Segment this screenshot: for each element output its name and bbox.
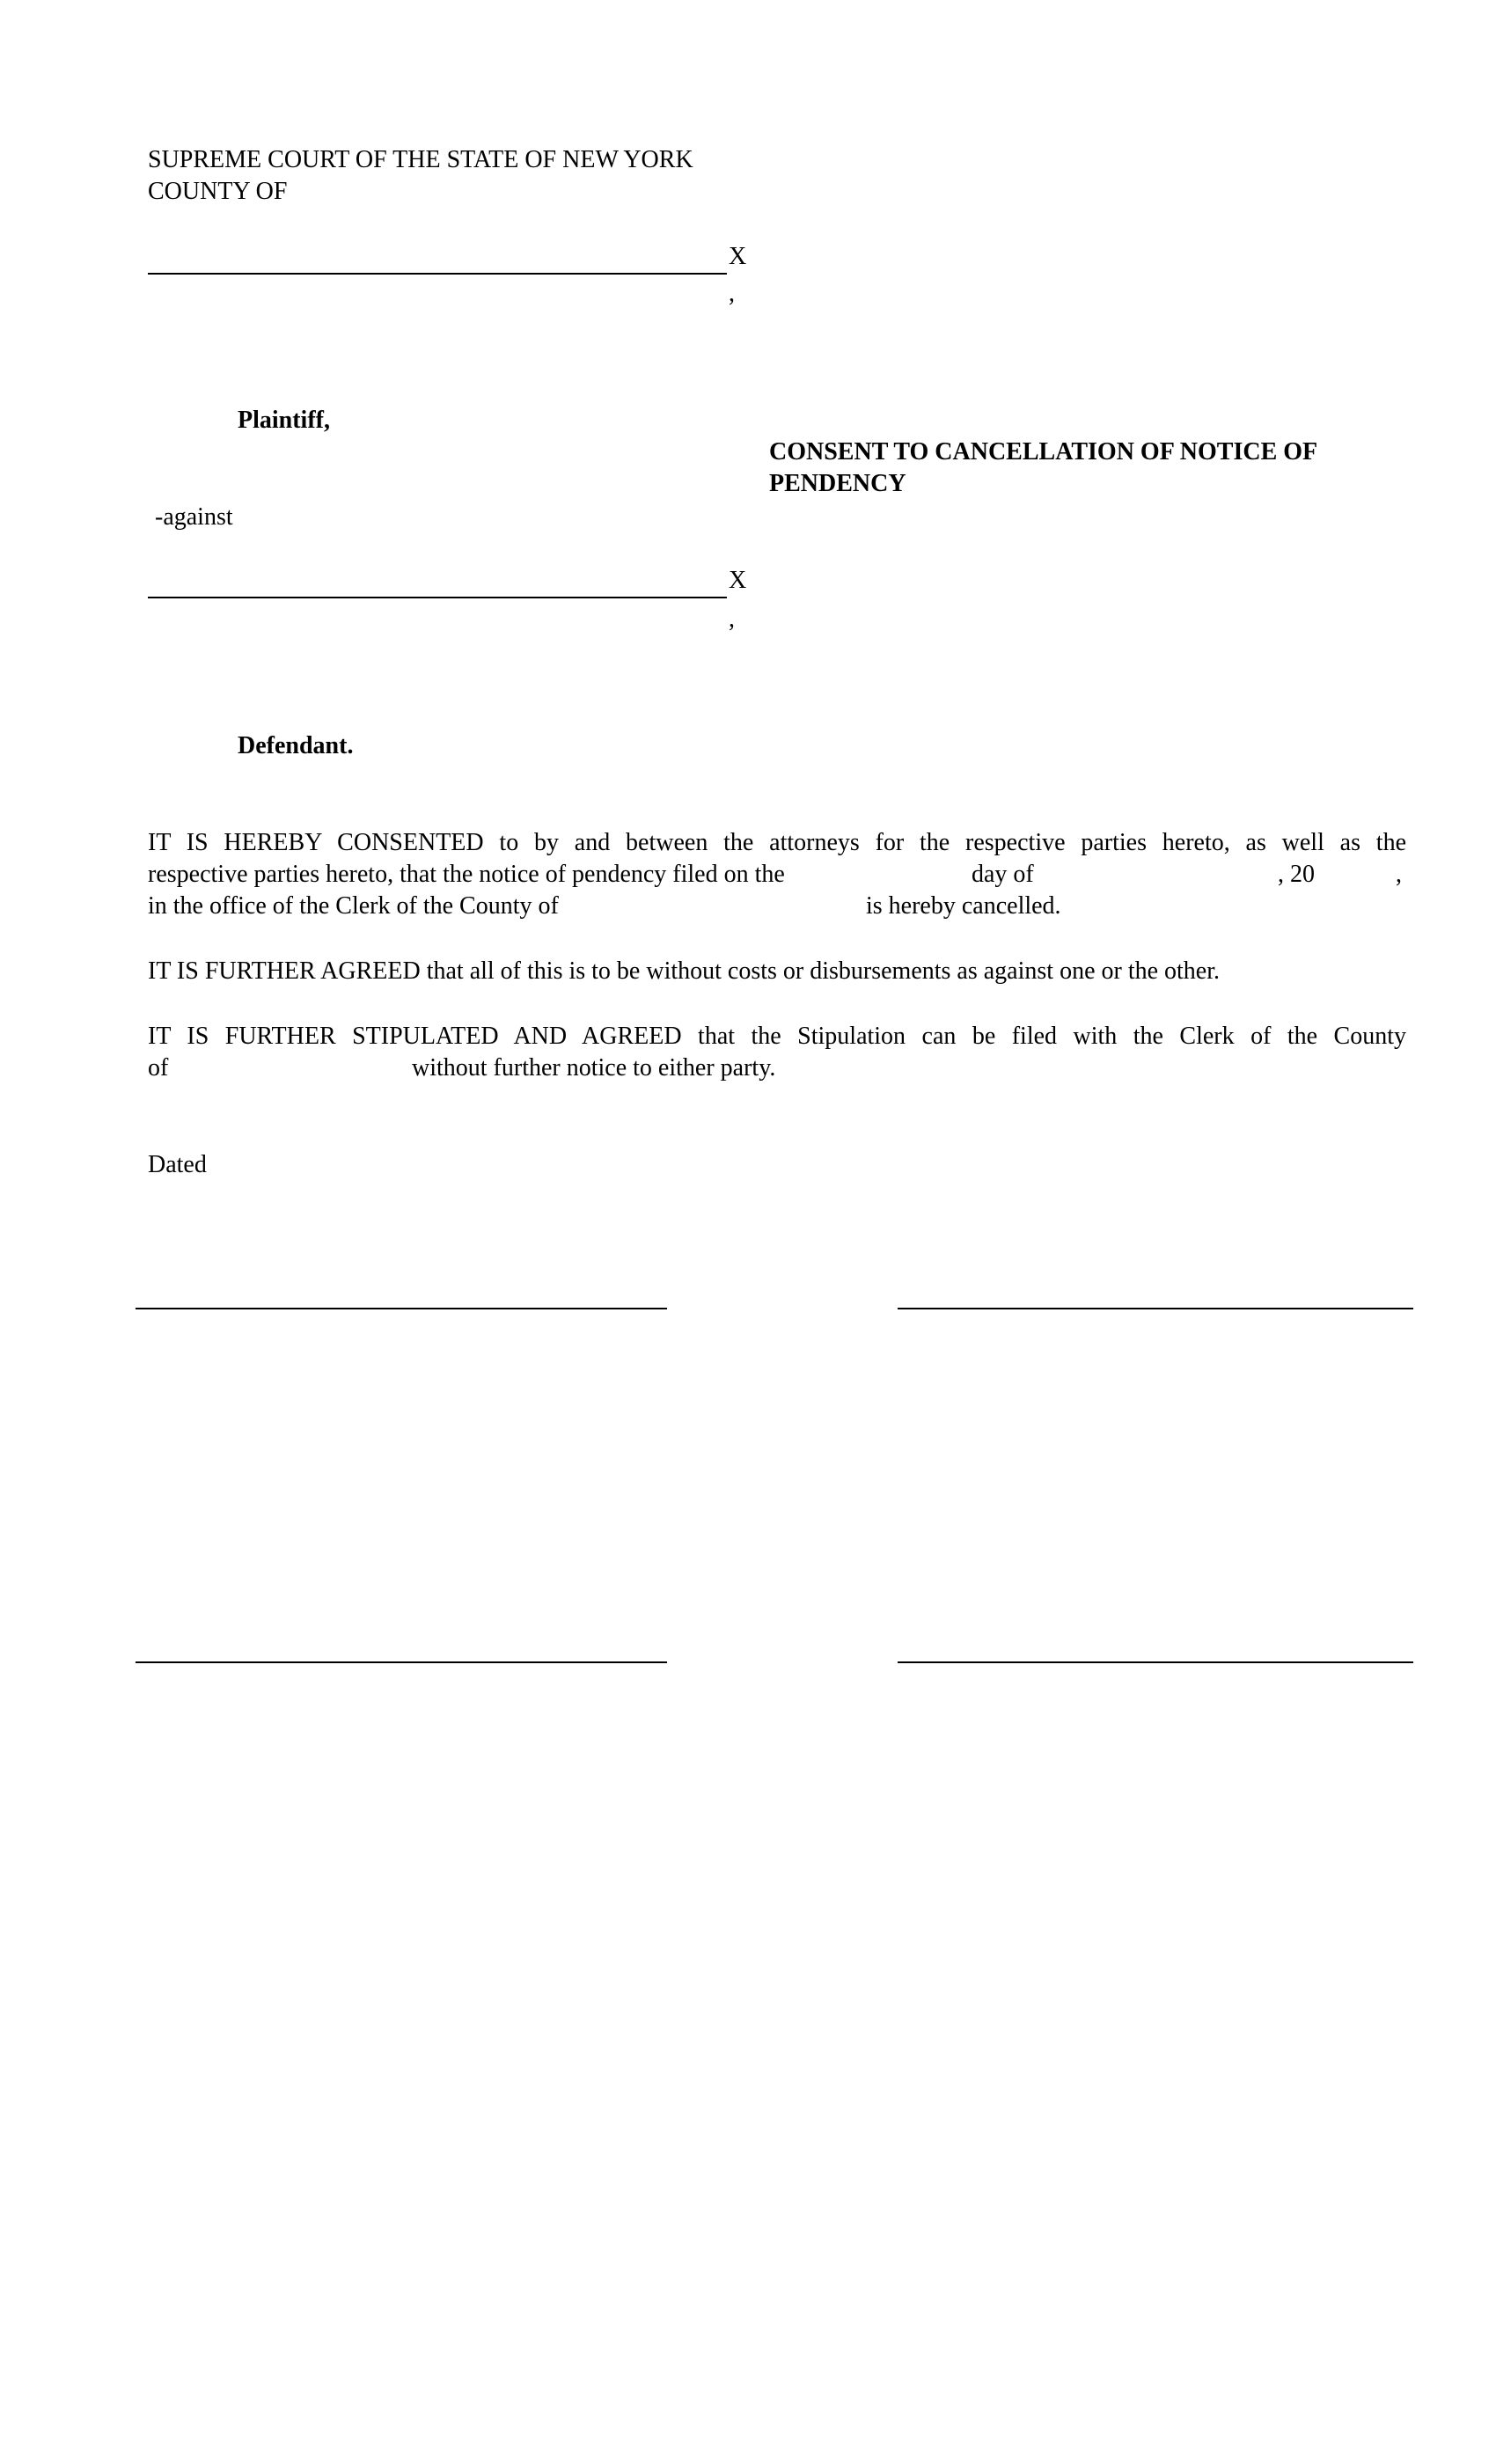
- paragraph-3-line-2a: of: [148, 1054, 169, 1082]
- paragraph-1-line-3b: is hereby cancelled.: [866, 892, 1061, 920]
- caption-x-mark-2: X: [729, 567, 747, 594]
- document-title-line1: CONSENT TO CANCELLATION OF NOTICE OF: [769, 438, 1318, 466]
- dated-label: Dated: [148, 1151, 207, 1178]
- paragraph-1-line-2d: ,: [1396, 861, 1402, 888]
- paragraph-2: IT IS FURTHER AGREED that all of this is to be without costs or disbursements as against one or the other.: [148, 957, 1221, 985]
- plaintiff-label: Plaintiff,: [238, 407, 330, 434]
- paragraph-1-line-2c: , 20: [1278, 861, 1315, 888]
- defendant-label: Defendant.: [238, 732, 354, 759]
- signature-line-3: [136, 1661, 667, 1663]
- paragraph-3-line-2b: without further notice to either party.: [412, 1054, 776, 1082]
- document-title-line2: PENDENCY: [769, 470, 906, 497]
- signature-line-1: [136, 1308, 667, 1309]
- defendant-name-line: [148, 597, 727, 598]
- caption-x-mark: X: [729, 243, 747, 270]
- caption-comma-2: ,: [729, 605, 735, 633]
- paragraph-1-line-2a: respective parties hereto, that the notice of pendency filed on the: [148, 861, 785, 888]
- court-name: SUPREME COURT OF THE STATE OF NEW YORK: [148, 146, 693, 173]
- plaintiff-name-line: [148, 273, 727, 275]
- paragraph-3-line-1: IT IS FURTHER STIPULATED AND AGREED that the Stipulation can be filed with the Clerk of the County: [148, 1023, 1406, 1050]
- paragraph-1-line-3a: in the office of the Clerk of the County of: [148, 892, 559, 920]
- county-label: COUNTY OF: [148, 178, 288, 205]
- paragraph-1-line-1: IT IS HEREBY CONSENTED to by and between the attorneys for the respective parties hereto, as well as the: [148, 829, 1406, 856]
- signature-line-2: [898, 1308, 1413, 1309]
- caption-comma: ,: [729, 280, 735, 307]
- paragraph-1-line-2b: day of: [972, 861, 1034, 888]
- signature-line-4: [898, 1661, 1413, 1663]
- against-label: -against: [155, 503, 233, 531]
